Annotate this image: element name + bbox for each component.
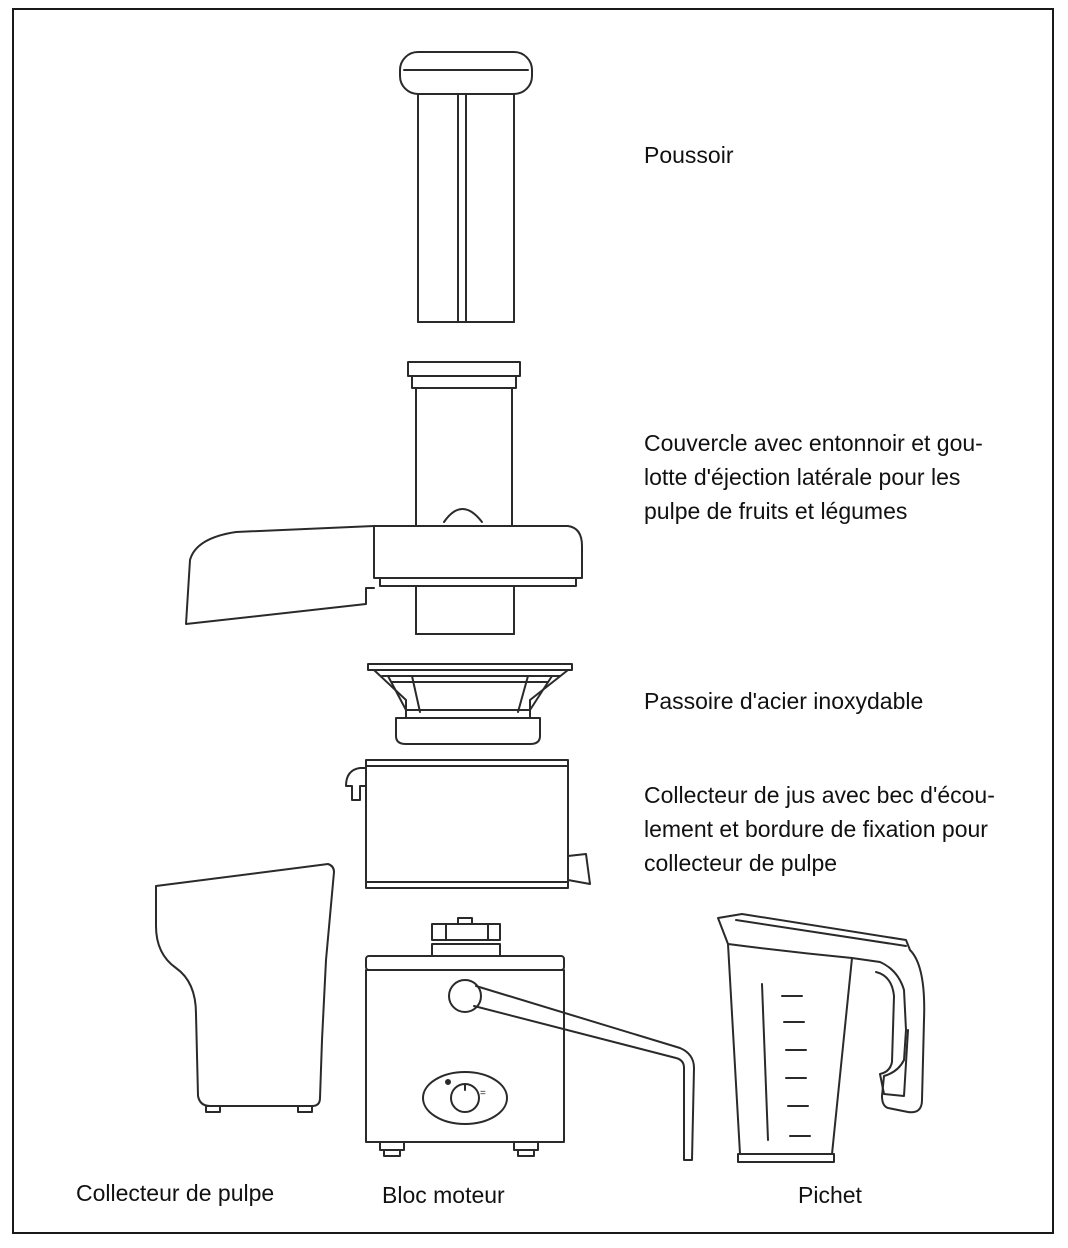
label-line: pulpe de fruits et légumes <box>644 498 908 524</box>
label-line: Collecteur de jus avec bec d'écou- <box>644 782 995 808</box>
label-collecteur-jus <box>644 778 995 880</box>
svg-text:=: = <box>480 1088 486 1099</box>
label-line: Couvercle avec entonnoir et gou- <box>644 430 983 456</box>
strainer-drawing <box>368 664 572 744</box>
label-passoire <box>644 684 923 718</box>
pusher-drawing <box>400 52 532 322</box>
label-couvercle <box>644 426 983 528</box>
juice-collector-drawing <box>346 760 590 888</box>
label-line: lement et bordure de fixation pour <box>644 816 988 842</box>
label-line: Poussoir <box>644 142 734 168</box>
jug-drawing <box>718 914 924 1162</box>
motor-base-drawing <box>366 918 694 1160</box>
label-line: Collecteur de pulpe <box>76 1180 275 1206</box>
label-collecteur-pulpe <box>76 1176 274 1210</box>
label-poussoir <box>644 138 733 172</box>
label-line: collecteur de pulpe <box>644 850 838 876</box>
lid-drawing <box>186 362 582 634</box>
label-line: Bloc moteur <box>382 1182 505 1208</box>
label-pichet <box>798 1178 862 1212</box>
label-line: Pichet <box>798 1182 862 1208</box>
label-line: Passoire d'acier inoxydable <box>644 688 924 714</box>
label-line: lotte d'éjection latérale pour les <box>644 464 961 490</box>
pulp-collector-drawing <box>156 864 334 1112</box>
label-bloc-moteur <box>382 1178 505 1212</box>
